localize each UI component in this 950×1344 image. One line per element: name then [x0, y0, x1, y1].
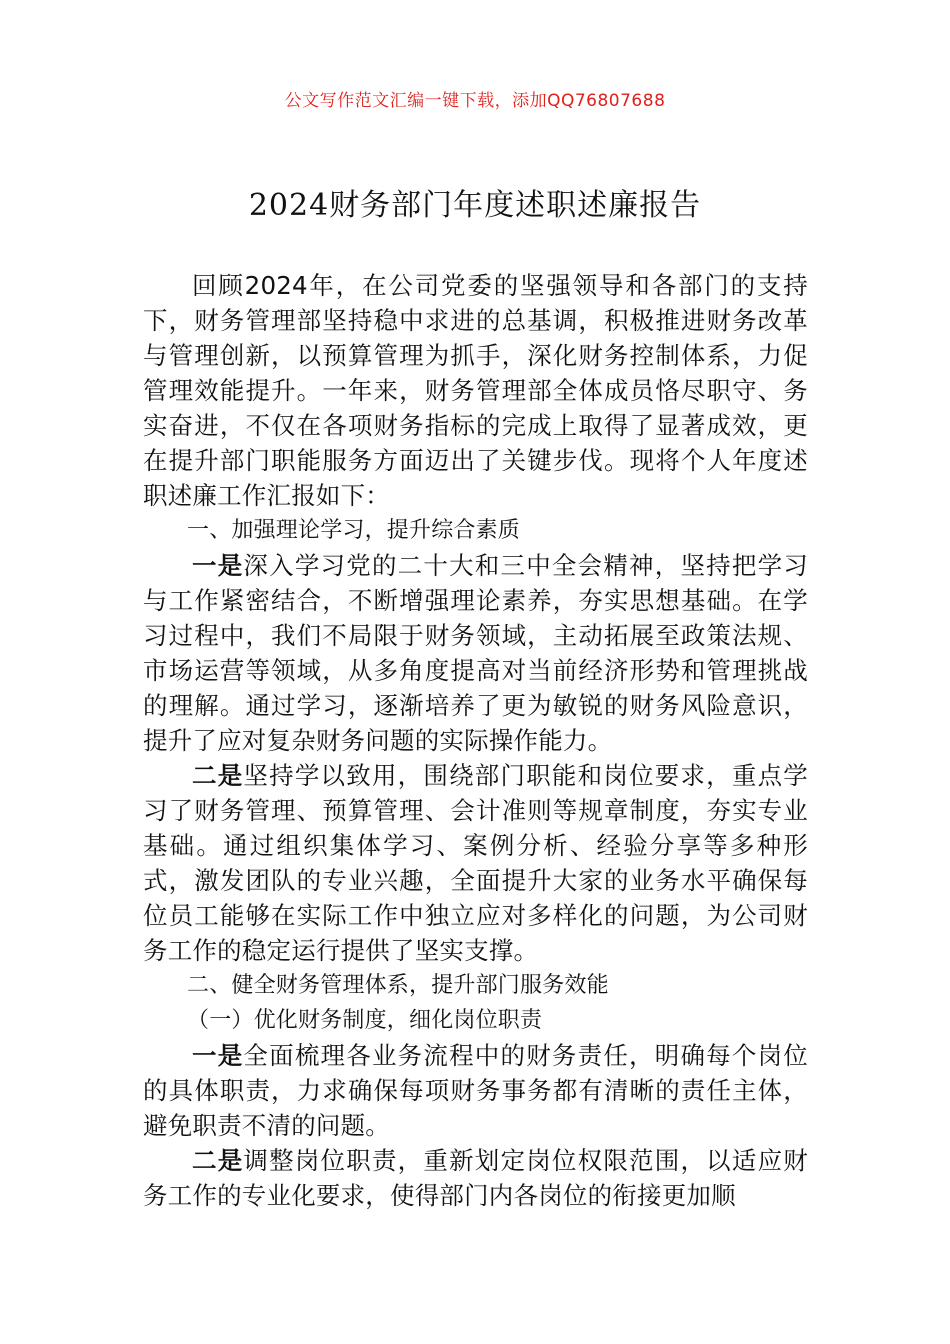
paragraph-text: 调整岗位职责，重新划定岗位权限范围，以适应财务工作的专业化要求，使得部门内各岗位的衔接更加顺	[143, 1146, 808, 1210]
lead-label: 一是	[192, 1041, 244, 1070]
heading-text: 二、健全财务管理体系，提升部门服务效能	[187, 973, 609, 998]
document-title: 2024财务部门年度述职述廉报告	[248, 188, 702, 223]
paragraph-text: 回顾2024年，在公司党委的坚强领导和各部门的支持下，财务管理部坚持稳中求进的总基调，积极推进财务改革与管理创新，以预算管理为抓手，深化财务控制体系，力促管理效能提升。一年来，财务管理部全体成员恪尽职守、务实奋进，不仅在各项财务指标的完成上取得了显著成效，更在提升部门职能服务方面迈出了关键步伐。现将个人年度述职述廉工作汇报如下：	[143, 271, 808, 510]
heading-text: （一）优化财务制度，细化岗位职责	[187, 1008, 543, 1033]
lead-label: 二是	[192, 1146, 244, 1175]
document-body	[143, 268, 808, 1213]
point-paragraph	[143, 548, 808, 758]
lead-label: 一是	[192, 551, 244, 580]
paragraph-text: 坚持学以致用，围绕部门职能和岗位要求，重点学习了财务管理、预算管理、会计准则等规章制度，夯实专业基础。通过组织集体学习、案例分析、经验分享等多种形式，激发团队的专业兴趣，全面提升大家的业务水平确保每位员工能够在实际工作中独立应对多样化的问题，为公司财务工作的稳定运行提供了坚实支撑。	[143, 761, 808, 965]
point-paragraph	[143, 1143, 808, 1213]
heading-text: 一、加强理论学习，提升综合素质	[187, 518, 521, 543]
paragraph-text: 全面梳理各业务流程中的财务责任，明确每个岗位的具体职责，力求确保每项财务事务都有清晰的责任主体，避免职责不清的问题。	[143, 1041, 808, 1140]
paragraph-text: 深入学习党的二十大和三中全会精神，坚持把学习与工作紧密结合，不断增强理论素养，夯实思想基础。在学习过程中，我们不局限于财务领域，主动拓展至政策法规、市场运营等领域，从多角度提高对当前经济形势和管理挑战的理解。通过学习，逐渐培养了更为敏锐的财务风险意识，提升了应对复杂财务问题的实际操作能力。	[143, 551, 808, 755]
point-paragraph	[143, 1038, 808, 1143]
subsection-heading	[143, 1003, 808, 1038]
section-heading-1	[143, 513, 808, 548]
intro-paragraph	[143, 268, 808, 513]
lead-label: 二是	[192, 761, 244, 790]
section-heading-2	[143, 968, 808, 1003]
point-paragraph	[143, 758, 808, 968]
download-banner: 公文写作范文汇编一键下载，添加QQ76807688	[284, 91, 666, 111]
